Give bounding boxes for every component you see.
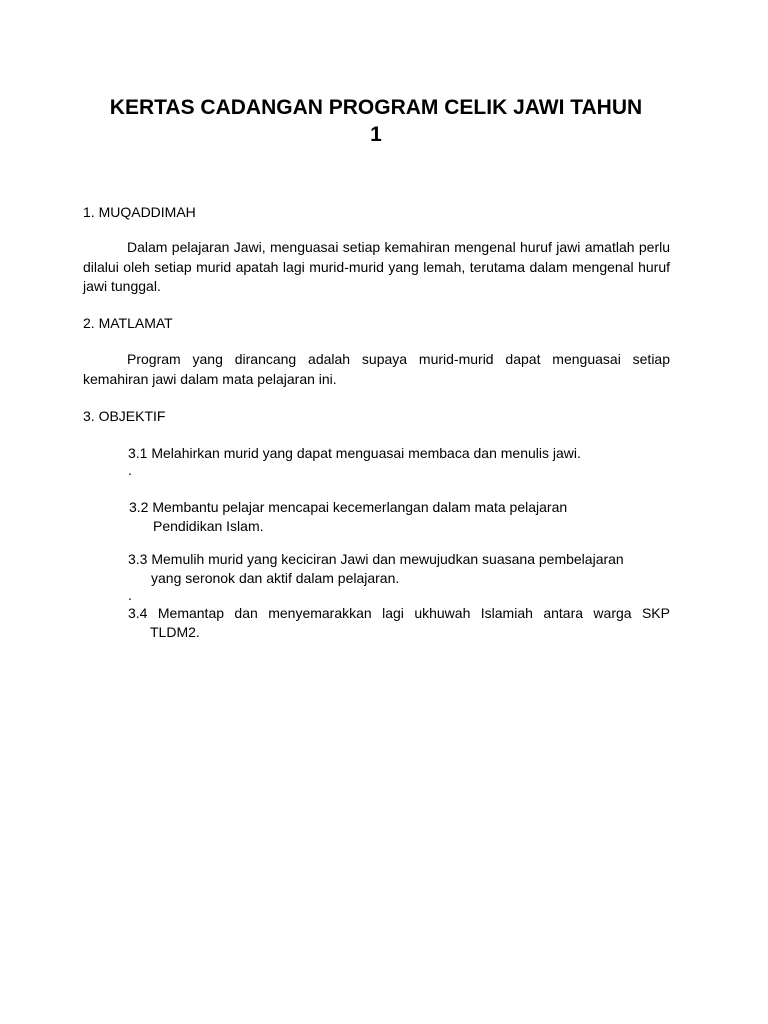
objective-item bbox=[128, 550, 624, 588]
objective-text: 3.2 Membantu pelajar mencapai kecemerlangan dalam mata pelajaran bbox=[129, 499, 568, 515]
document-title bbox=[80, 94, 672, 148]
objective-item bbox=[129, 498, 567, 536]
section-heading-matlamat: 2. MATLAMAT bbox=[83, 315, 173, 331]
objective-text: 3.3 Memulih murid yang keciciran Jawi dan mewujudkan suasana pembelajaran bbox=[128, 551, 624, 567]
objective-trailing-mark: . bbox=[128, 462, 132, 478]
paragraph-text: Program yang dirancang adalah supaya murid-murid dapat menguasai setiap kemahiran jawi dalam mata pelajaran ini. bbox=[83, 351, 670, 387]
objective-item bbox=[128, 444, 581, 463]
objective-text-continued: TLDM2. bbox=[150, 624, 200, 640]
objective-text-continued: yang seronok dan aktif dalam pelajaran. bbox=[151, 570, 400, 586]
objective-trailing-mark: . bbox=[128, 587, 132, 603]
paragraph-text: Dalam pelajaran Jawi, menguasai setiap kemahiran mengenal huruf jawi amatlah perlu dilalui oleh setiap murid apatah lagi murid-murid yang lemah, terutama dalam mengenal huruf jawi tunggal. bbox=[83, 239, 670, 294]
section-paragraph-muqaddimah bbox=[83, 238, 670, 297]
objective-text: 3.4 Memantap dan menyemarakkan lagi ukhuwah Islamiah antara warga SKP bbox=[128, 605, 670, 621]
objective-text: 3.1 Melahirkan murid yang dapat menguasai membaca dan menulis jawi. bbox=[128, 445, 581, 461]
section-heading-muqaddimah: 1. MUQADDIMAH bbox=[83, 204, 196, 220]
objective-text-continued: Pendidikan Islam. bbox=[153, 518, 264, 534]
section-heading-objektif: 3. OBJEKTIF bbox=[83, 408, 166, 424]
objective-item bbox=[128, 604, 670, 642]
section-paragraph-matlamat bbox=[83, 350, 670, 389]
title-line-1: KERTAS CADANGAN PROGRAM CELIK JAWI TAHUN bbox=[109, 96, 643, 119]
title-line-2: 1 bbox=[370, 123, 382, 146]
